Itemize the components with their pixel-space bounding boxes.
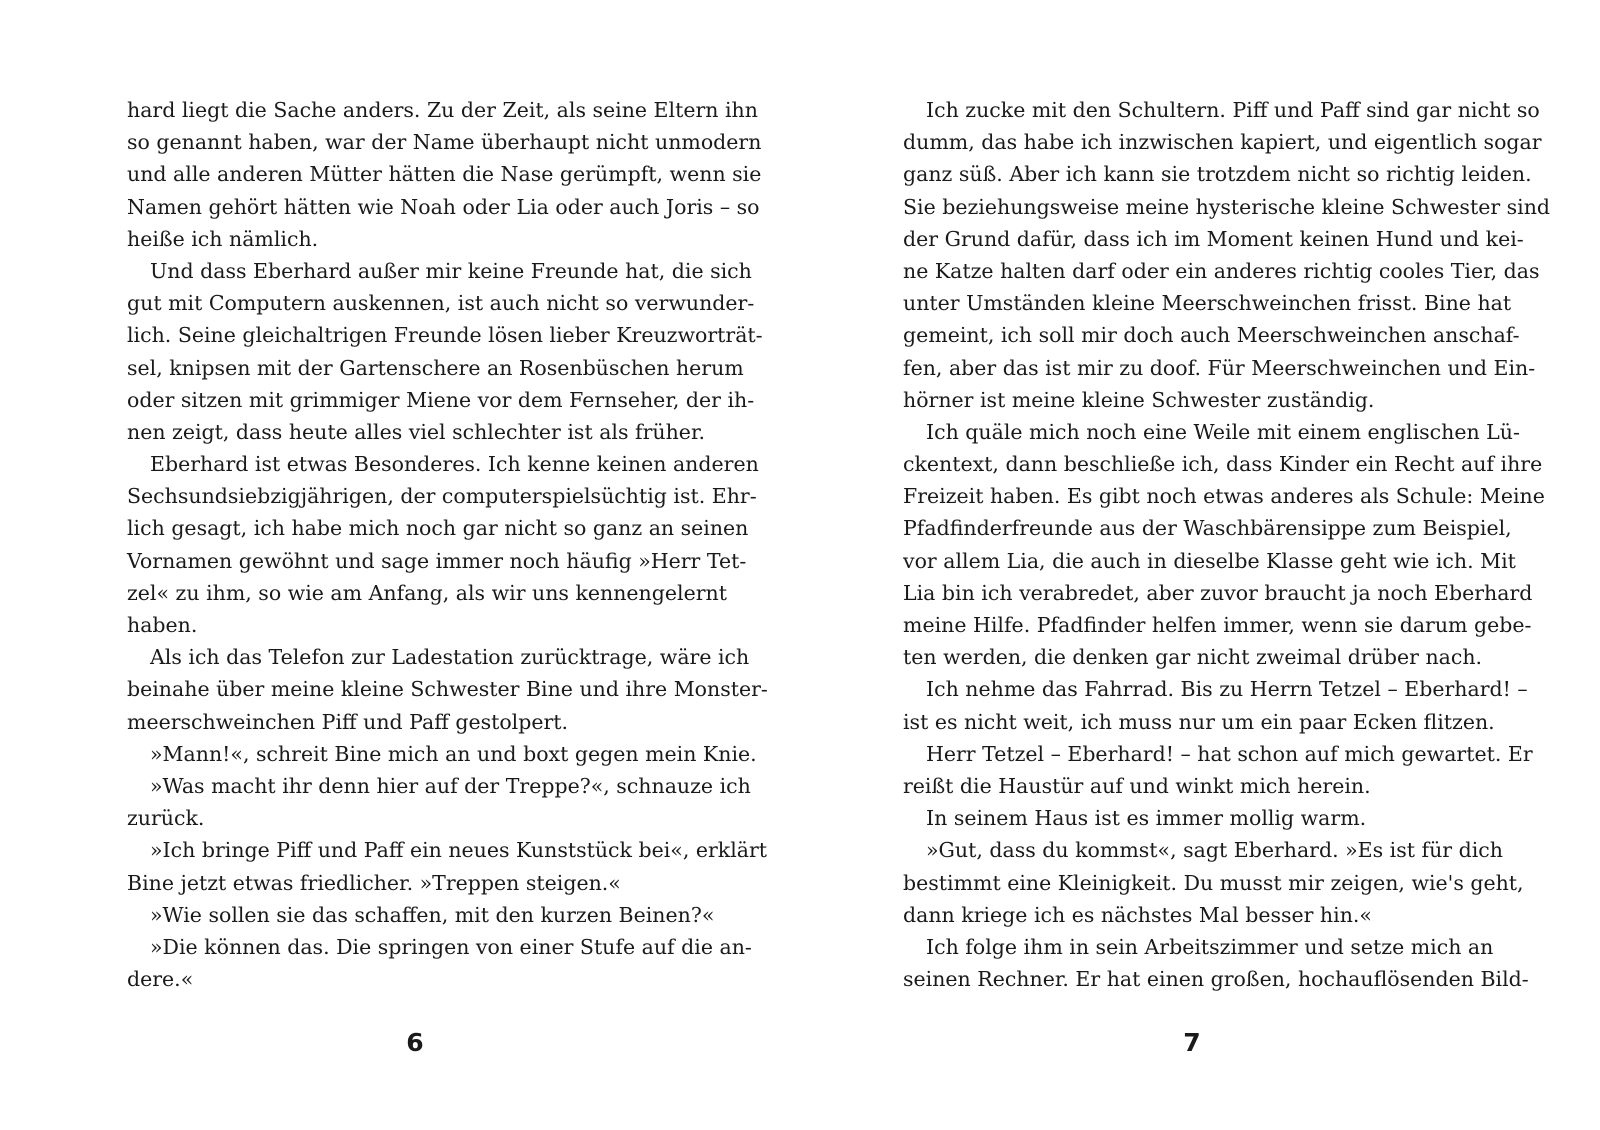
left-page-number: 6 [406, 1028, 424, 1057]
text-line: lich. Seine gleichaltrigen Freunde lösen lieber Kreuzworträt- [127, 323, 763, 348]
text-line: Bine jetzt etwas friedlicher. »Treppen steigen.« [127, 870, 621, 895]
text-line: meine Hilfe. Pfadfinder helfen immer, wenn sie darum gebe- [903, 613, 1532, 637]
text-line: reißt die Haustür auf und winkt mich herein. [903, 773, 1371, 798]
text-line: »Ich bringe Piff und Paff ein neues Kunststück bei«, erklärt [150, 838, 768, 863]
text-line: nen zeigt, dass heute alles viel schlechter ist als früher. [127, 419, 706, 444]
text-line: Vornamen gewöhnt und sage immer noch häufig »Herr Tet- [127, 548, 747, 573]
text-line: Eberhard ist etwas Besonderes. Ich kenne keinen anderen [150, 452, 759, 477]
text-line: ckentext, dann beschließe ich, dass Kinder ein Recht auf ihre [903, 452, 1543, 477]
text-line: »Gut, dass du kommst«, sagt Eberhard. »Es ist für dich [926, 838, 1503, 863]
text-line: Freizeit haben. Es gibt noch etwas anderes als Schule: Meine [903, 484, 1545, 509]
text-line: Ich quäle mich noch eine Weile mit einem englischen Lü- [926, 419, 1520, 444]
text-line: hard liegt die Sache anders. Zu der Zeit, als seine Eltern ihn [127, 98, 758, 122]
text-line: »Was macht ihr denn hier auf der Treppe?«, schnauze ich [150, 773, 751, 798]
text-line: Als ich das Telefon zur Ladestation zurücktrage, wäre ich [150, 645, 750, 670]
text-line: heiße ich nämlich. [127, 226, 319, 251]
text-line: und alle anderen Mütter hätten die Nase gerümpft, wenn sie [127, 162, 762, 187]
text-line: ne Katze halten darf oder ein anderes richtig cooles Tier, das [903, 258, 1540, 283]
text-line: beinahe über meine kleine Schwester Bine und ihre Monster- [127, 677, 768, 702]
text-line: sel, knipsen mit der Gartenschere an Rosenbüschen herum [127, 355, 744, 380]
right-page-text [903, 94, 1551, 995]
text-line: Namen gehört hätten wie Noah oder Lia oder auch Joris – so [127, 194, 760, 219]
text-line: zel« zu ihm, so wie am Anfang, als wir uns kennengelernt [127, 580, 727, 605]
text-line: ganz süß. Aber ich kann sie trotzdem nicht so richtig leiden. [903, 162, 1532, 187]
left-page-text [127, 94, 768, 995]
text-line: gemeint, ich soll mir doch auch Meerschweinchen anschaf- [903, 323, 1520, 348]
text-line: Sie beziehungsweise meine hysterische kleine Schwester sind [903, 194, 1551, 219]
text-line: seinen Rechner. Er hat einen großen, hochauflösenden Bild- [903, 967, 1529, 992]
text-line: Sechsundsiebzigjährigen, der computerspielsüchtig ist. Ehr- [127, 484, 757, 509]
text-line: In seinem Haus ist es immer mollig warm. [926, 806, 1367, 831]
right-page-number: 7 [1183, 1028, 1201, 1057]
text-line: Ich folge ihm in sein Arbeitszimmer und setze mich an [926, 934, 1494, 959]
text-line: zurück. [127, 806, 205, 831]
text-line: Lia bin ich verabredet, aber zuvor braucht ja noch Eberhard [903, 580, 1533, 605]
text-line: meerschweinchen Piff und Paff gestolpert. [127, 709, 569, 734]
text-line: Ich zucke mit den Schultern. Piff und Paff sind gar nicht so [926, 98, 1540, 122]
text-line: ist es nicht weit, ich muss nur um ein paar Ecken flitzen. [903, 709, 1495, 734]
text-line: »Mann!«, schreit Bine mich an und boxt gegen mein Knie. [150, 741, 757, 766]
text-line: Pfadfinderfreunde aus der Waschbärensippe zum Beispiel, [903, 516, 1512, 541]
text-line: dann kriege ich es nächstes Mal besser hin.« [903, 902, 1372, 927]
text-line: dumm, das habe ich inzwischen kapiert, und eigentlich sogar [903, 130, 1542, 155]
text-line: so genannt haben, war der Name überhaupt nicht unmodern [127, 130, 762, 155]
text-line: fen, aber das ist mir zu doof. Für Meerschweinchen und Ein- [903, 355, 1536, 380]
text-line: dere.« [127, 967, 194, 992]
text-line: »Wie sollen sie das schaffen, mit den kurzen Beinen?« [150, 902, 715, 927]
text-line: unter Umständen kleine Meerschweinchen frisst. Bine hat [903, 291, 1512, 316]
text-line: ten werden, die denken gar nicht zweimal drüber nach. [903, 645, 1483, 670]
text-line: Herr Tetzel – Eberhard! – hat schon auf mich gewartet. Er [926, 741, 1533, 766]
text-line: hörner ist meine kleine Schwester zuständig. [903, 387, 1375, 412]
text-line: vor allem Lia, die auch in dieselbe Klasse geht wie ich. Mit [903, 548, 1516, 573]
text-line: Und dass Eberhard außer mir keine Freunde hat, die sich [150, 258, 752, 283]
text-line: lich gesagt, ich habe mich noch gar nicht so ganz an seinen [127, 516, 749, 541]
text-line: haben. [127, 613, 198, 637]
text-line: der Grund dafür, dass ich im Moment keinen Hund und kei- [903, 226, 1524, 251]
text-line: oder sitzen mit grimmiger Miene vor dem Fernseher, der ih- [127, 387, 755, 412]
text-line: bestimmt eine Kleinigkeit. Du musst mir zeigen, wie's geht, [903, 870, 1524, 895]
text-line: »Die können das. Die springen von einer Stufe auf die an- [150, 934, 752, 959]
text-line: gut mit Computern auskennen, ist auch nicht so verwunder- [127, 291, 755, 316]
text-line: Ich nehme das Fahrrad. Bis zu Herrn Tetzel – Eberhard! – [926, 677, 1528, 702]
